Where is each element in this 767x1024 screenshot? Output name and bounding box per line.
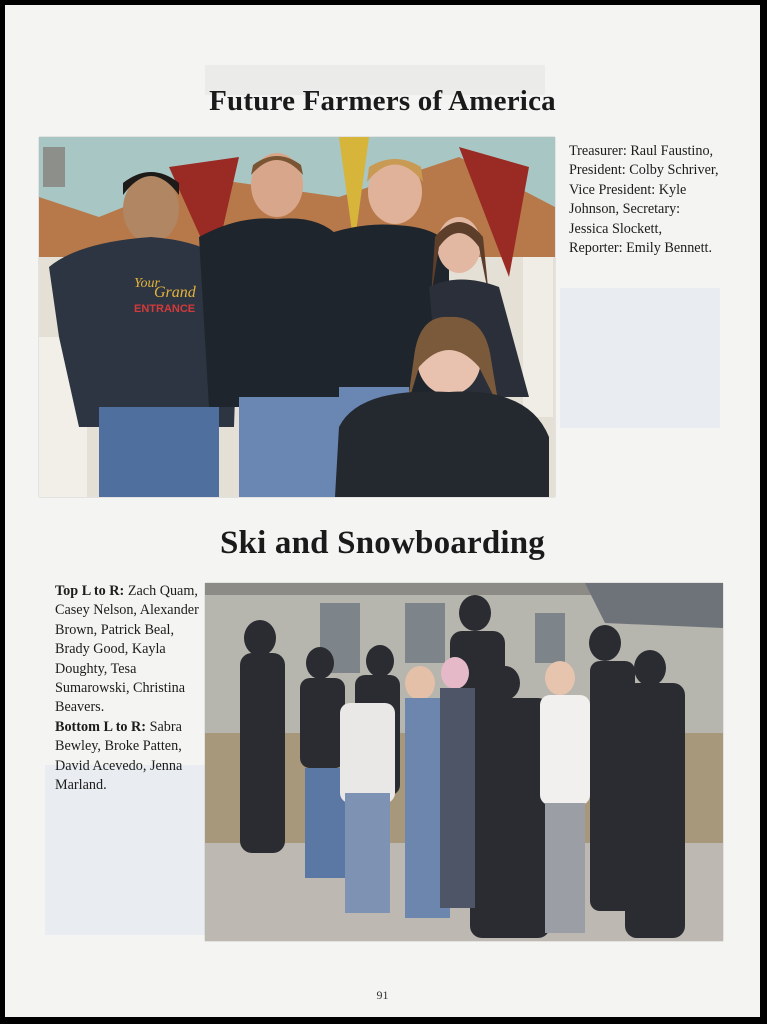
shirt-print: Your [134,276,160,291]
page-number: 91 [376,988,389,1002]
bottom-row-names: Sabra Bewley, Broke Patten, David Acevedo, Jenna Marland. [55,718,183,794]
yearbook-page [5,5,760,1017]
top-row-names: Zach Quam, Casey Nelson, Alexander Brown, Patrick Beal, Brady Good, Kayla Doughty, Tesa Sumarowski, Christina Beavers. [55,583,199,716]
top-row-heading: Top L to R: [55,583,125,599]
section-title-ffa: Future Farmers of America [209,85,556,117]
ffa-group-photo [39,137,555,497]
ski-club-group-photo [205,583,723,941]
shirt-print: ENTRANCE [134,303,196,315]
bleed-through-shadow [560,288,720,428]
section-title-ski: Ski and Snowboarding [220,525,545,561]
bottom-row-heading: Bottom L to R: [55,718,147,735]
shirt-print: Grand [154,284,196,301]
ffa-caption: Treasurer: Raul Faustino, President: Colby Schriver, Vice President: Kyle Johnson, Secretary: Jessica Slockett, Reporter: Emily Bennett. [569,143,719,257]
ski-caption [55,582,205,795]
